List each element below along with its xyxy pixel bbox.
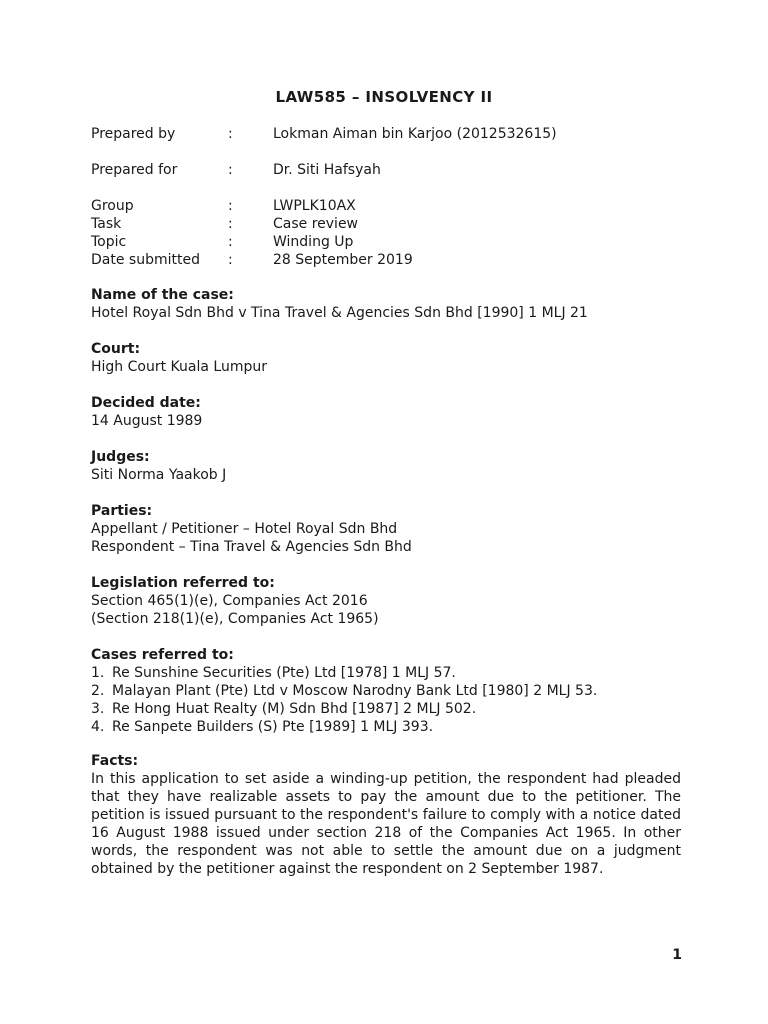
meta-colon: : xyxy=(228,216,233,232)
list-item xyxy=(91,718,681,736)
section-parties xyxy=(91,502,681,556)
facts-paragraph: In this application to set aside a winding-up petition, the respondent had pleaded that they have realizable assets to pay the amount due to the petitioner. The petition is issued pursuant to the respondent's failure to comply with a notice dated 16 August 1988 issued under section 218 of the Companies Act 1965. In other words, the respondent was not able to settle the amount due on a judgment obtained by the petitioner against the respondent on 2 September 1987. xyxy=(91,771,681,877)
section-heading: Name of the case: xyxy=(91,287,234,303)
section-decided-date xyxy=(91,394,681,430)
meta-row-group xyxy=(91,197,691,215)
court-text: High Court Kuala Lumpur xyxy=(91,359,267,375)
section-heading: Cases referred to: xyxy=(91,647,234,663)
list-item-text: Re Sunshine Securities (Pte) Ltd [1978] 1 MLJ 57. xyxy=(112,665,456,681)
meta-prepared-by xyxy=(91,125,691,143)
meta-label: Group xyxy=(91,198,134,214)
list-item xyxy=(91,700,681,718)
meta-value: 28 September 2019 xyxy=(273,252,413,268)
party-line: Respondent – Tina Travel & Agencies Sdn Bhd xyxy=(91,539,412,555)
meta-label: Topic xyxy=(91,234,127,250)
meta-label: Task xyxy=(91,216,122,232)
decided-date-text: 14 August 1989 xyxy=(91,413,203,429)
meta-label: Date submitted xyxy=(91,252,200,268)
meta-row-task xyxy=(91,215,691,233)
list-item-number: 2. xyxy=(91,683,105,699)
meta-colon: : xyxy=(228,198,233,214)
list-item-number: 1. xyxy=(91,665,105,681)
legislation-line: (Section 218(1)(e), Companies Act 1965) xyxy=(91,611,379,627)
list-item-number: 4. xyxy=(91,719,105,735)
section-heading: Legislation referred to: xyxy=(91,575,275,591)
party-line: Appellant / Petitioner – Hotel Royal Sdn Bhd xyxy=(91,521,398,537)
meta-value: Lokman Aiman bin Karjoo (2012532615) xyxy=(273,126,557,142)
meta-row-date-submitted xyxy=(91,251,691,269)
section-cases xyxy=(91,646,681,736)
meta-details xyxy=(91,197,691,269)
meta-prepared-for xyxy=(91,161,691,179)
section-facts xyxy=(91,752,681,878)
cases-list xyxy=(91,664,681,736)
meta-value: Case review xyxy=(273,216,359,232)
meta-label: Prepared for xyxy=(91,162,178,178)
section-heading: Parties: xyxy=(91,503,153,519)
case-name-text: Hotel Royal Sdn Bhd v Tina Travel & Agencies Sdn Bhd [1990] 1 MLJ 21 xyxy=(91,305,588,321)
list-item-text: Re Hong Huat Realty (M) Sdn Bhd [1987] 2 MLJ 502. xyxy=(112,701,477,717)
list-item xyxy=(91,682,681,700)
meta-label: Prepared by xyxy=(91,126,176,142)
meta-value: Winding Up xyxy=(273,234,354,250)
section-court xyxy=(91,340,681,376)
meta-colon: : xyxy=(228,234,233,250)
meta-colon: : xyxy=(228,252,233,268)
section-legislation xyxy=(91,574,681,628)
section-heading: Court: xyxy=(91,341,141,357)
section-heading: Facts: xyxy=(91,753,139,769)
section-heading: Judges: xyxy=(91,449,150,465)
list-item xyxy=(91,664,681,682)
meta-colon: : xyxy=(228,162,233,178)
section-judges xyxy=(91,448,681,484)
document-title: LAW585 – INSOLVENCY II xyxy=(275,88,493,106)
meta-colon: : xyxy=(228,126,233,142)
meta-row-topic xyxy=(91,233,691,251)
list-item-text: Malayan Plant (Pte) Ltd v Moscow Narodny Bank Ltd [1980] 2 MLJ 53. xyxy=(112,683,598,699)
judges-text: Siti Norma Yaakob J xyxy=(91,467,227,483)
page-number: 1 xyxy=(672,947,682,963)
section-heading: Decided date: xyxy=(91,395,201,411)
list-item-number: 3. xyxy=(91,701,105,717)
legislation-line: Section 465(1)(e), Companies Act 2016 xyxy=(91,593,368,609)
section-case-name xyxy=(91,286,681,322)
meta-value: Dr. Siti Hafsyah xyxy=(273,162,381,178)
meta-value: LWPLK10AX xyxy=(273,198,356,214)
list-item-text: Re Sanpete Builders (S) Pte [1989] 1 MLJ 393. xyxy=(112,719,434,735)
